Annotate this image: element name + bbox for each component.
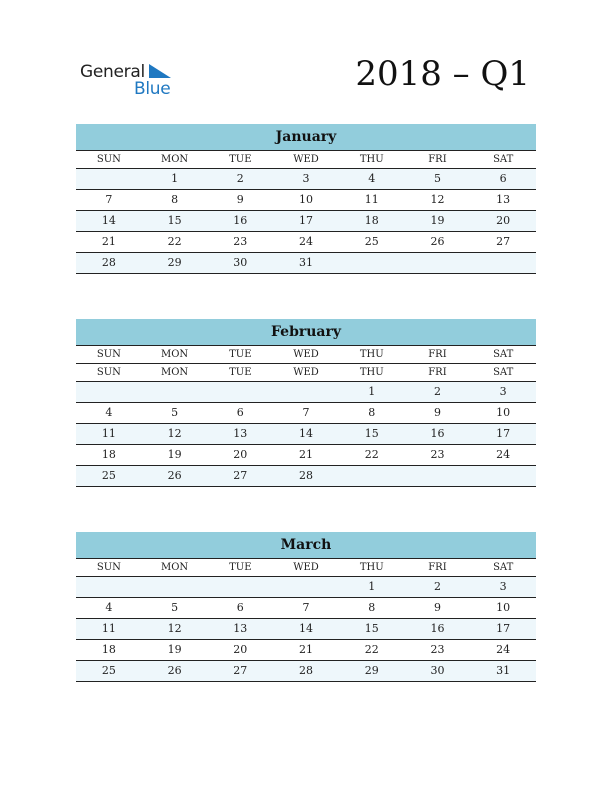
day-cell: 12	[167, 622, 182, 635]
day-cell: 22	[167, 235, 182, 248]
weekday-label: FRI	[428, 349, 447, 360]
weekday-label: WED	[293, 562, 319, 573]
week-row	[76, 403, 536, 424]
weekday-label: FRI	[428, 367, 447, 378]
day-cell: 20	[233, 448, 248, 461]
day-cell: 28	[299, 469, 314, 482]
week-row	[76, 598, 536, 619]
day-cell: 7	[302, 406, 310, 419]
day-cell: 3	[302, 172, 310, 185]
month-name: January	[76, 124, 536, 151]
day-cell: 3	[499, 385, 507, 398]
day-cell: 10	[299, 193, 314, 206]
day-cell: 22	[364, 643, 379, 656]
day-cell: 7	[302, 601, 310, 614]
day-cell	[339, 253, 405, 273]
day-cell: 14	[299, 622, 314, 635]
weekday-header-row	[76, 346, 536, 364]
day-cell: 8	[368, 406, 376, 419]
weekday-label: TUE	[229, 562, 252, 573]
day-cell: 18	[101, 448, 116, 461]
day-cell: 2	[433, 385, 441, 398]
month-calendar	[76, 319, 536, 487]
day-cell	[470, 466, 536, 486]
day-cell: 12	[430, 193, 445, 206]
weekday-header-row	[76, 364, 536, 382]
month-name: March	[76, 532, 536, 559]
weekday-label: SUN	[96, 562, 121, 573]
day-cell: 24	[299, 235, 314, 248]
day-cell	[207, 382, 273, 402]
day-cell: 27	[496, 235, 511, 248]
page-title: 2018 – Q1	[355, 54, 530, 94]
day-cell	[273, 577, 339, 597]
day-cell: 27	[233, 664, 248, 677]
weekday-label: THU	[359, 562, 384, 573]
day-cell: 13	[233, 427, 248, 440]
weekday-label: FRI	[428, 562, 447, 573]
weekday-label: SAT	[493, 562, 514, 573]
day-cell: 12	[167, 427, 182, 440]
day-cell: 4	[105, 601, 113, 614]
day-cell: 13	[233, 622, 248, 635]
day-cell: 8	[368, 601, 376, 614]
weekday-label: THU	[359, 367, 384, 378]
day-cell: 17	[496, 622, 511, 635]
day-cell: 19	[167, 643, 182, 656]
logo-triangle-icon	[149, 64, 173, 80]
day-cell: 14	[299, 427, 314, 440]
day-cell	[76, 169, 142, 189]
day-cell: 15	[167, 214, 182, 227]
day-cell: 16	[430, 622, 445, 635]
day-cell: 11	[364, 193, 379, 206]
day-cell: 30	[233, 256, 248, 269]
day-cell: 11	[101, 427, 116, 440]
day-cell	[405, 253, 471, 273]
day-cell: 21	[101, 235, 116, 248]
day-cell: 17	[299, 214, 314, 227]
logo	[80, 62, 180, 102]
day-cell: 6	[499, 172, 507, 185]
day-cell	[142, 382, 208, 402]
day-cell: 1	[171, 172, 179, 185]
day-cell: 14	[101, 214, 116, 227]
day-cell: 8	[171, 193, 179, 206]
day-cell: 20	[233, 643, 248, 656]
day-cell: 18	[364, 214, 379, 227]
week-row	[76, 619, 536, 640]
day-cell: 5	[433, 172, 441, 185]
day-cell: 27	[233, 469, 248, 482]
week-row	[76, 424, 536, 445]
day-cell: 25	[101, 469, 116, 482]
day-cell: 15	[364, 622, 379, 635]
day-cell: 17	[496, 427, 511, 440]
weekday-label: SAT	[493, 349, 514, 360]
day-cell	[405, 466, 471, 486]
week-row	[76, 211, 536, 232]
week-row	[76, 253, 536, 274]
day-cell: 11	[101, 622, 116, 635]
weekday-label: TUE	[229, 154, 252, 165]
day-cell: 16	[233, 214, 248, 227]
day-cell	[207, 577, 273, 597]
weekday-label: THU	[359, 154, 384, 165]
day-cell: 26	[167, 664, 182, 677]
day-cell: 4	[105, 406, 113, 419]
weekday-label: SUN	[96, 367, 121, 378]
day-cell: 18	[101, 643, 116, 656]
weekday-label: MON	[160, 349, 189, 360]
day-cell: 29	[364, 664, 379, 677]
day-cell: 9	[433, 601, 441, 614]
day-cell: 26	[167, 469, 182, 482]
weekday-header-row	[76, 151, 536, 169]
day-cell: 1	[368, 385, 376, 398]
day-cell: 5	[171, 601, 179, 614]
day-cell: 19	[167, 448, 182, 461]
weekday-label: SAT	[493, 154, 514, 165]
logo-text-blue: Blue	[134, 79, 171, 99]
month-calendar	[76, 124, 536, 274]
weekday-label: MON	[160, 367, 189, 378]
day-cell: 10	[496, 601, 511, 614]
day-cell: 23	[430, 448, 445, 461]
week-row	[76, 661, 536, 682]
day-cell	[142, 577, 208, 597]
day-cell	[470, 253, 536, 273]
weekday-label: SUN	[96, 154, 121, 165]
week-row	[76, 577, 536, 598]
day-cell: 3	[499, 580, 507, 593]
week-row	[76, 466, 536, 487]
day-cell: 10	[496, 406, 511, 419]
day-cell: 2	[433, 580, 441, 593]
day-cell: 31	[496, 664, 511, 677]
weekday-label: WED	[293, 154, 319, 165]
day-cell: 26	[430, 235, 445, 248]
weekday-label: MON	[160, 154, 189, 165]
day-cell: 28	[299, 664, 314, 677]
day-cell: 6	[236, 406, 244, 419]
day-cell: 9	[433, 406, 441, 419]
day-cell: 21	[299, 448, 314, 461]
day-cell: 23	[430, 643, 445, 656]
month-name: February	[76, 319, 536, 346]
day-cell: 2	[236, 172, 244, 185]
weekday-label: SUN	[96, 349, 121, 360]
day-cell: 24	[496, 643, 511, 656]
day-cell: 16	[430, 427, 445, 440]
weekday-label: FRI	[428, 154, 447, 165]
logo-text-general: General	[80, 62, 145, 82]
day-cell: 5	[171, 406, 179, 419]
weekday-label: SAT	[493, 367, 514, 378]
day-cell	[339, 466, 405, 486]
day-cell: 31	[299, 256, 314, 269]
month-calendar	[76, 532, 536, 682]
weekday-label: THU	[359, 349, 384, 360]
day-cell: 25	[101, 664, 116, 677]
week-row	[76, 640, 536, 661]
day-cell: 19	[430, 214, 445, 227]
weekday-header-row	[76, 559, 536, 577]
day-cell: 30	[430, 664, 445, 677]
weekday-label: TUE	[229, 349, 252, 360]
week-row	[76, 445, 536, 466]
day-cell: 15	[364, 427, 379, 440]
day-cell	[76, 577, 142, 597]
weekday-label: TUE	[229, 367, 252, 378]
day-cell: 7	[105, 193, 113, 206]
day-cell: 6	[236, 601, 244, 614]
weekday-label: WED	[293, 349, 319, 360]
day-cell: 29	[167, 256, 182, 269]
day-cell: 20	[496, 214, 511, 227]
day-cell: 1	[368, 580, 376, 593]
week-row	[76, 169, 536, 190]
week-row	[76, 190, 536, 211]
day-cell: 28	[101, 256, 116, 269]
day-cell	[273, 382, 339, 402]
day-cell: 24	[496, 448, 511, 461]
day-cell: 9	[236, 193, 244, 206]
weekday-label: WED	[293, 367, 319, 378]
day-cell: 21	[299, 643, 314, 656]
weekday-label: MON	[160, 562, 189, 573]
day-cell: 23	[233, 235, 248, 248]
day-cell: 4	[368, 172, 376, 185]
day-cell: 22	[364, 448, 379, 461]
day-cell	[76, 382, 142, 402]
day-cell: 25	[364, 235, 379, 248]
week-row	[76, 232, 536, 253]
day-cell: 13	[496, 193, 511, 206]
week-row	[76, 382, 536, 403]
